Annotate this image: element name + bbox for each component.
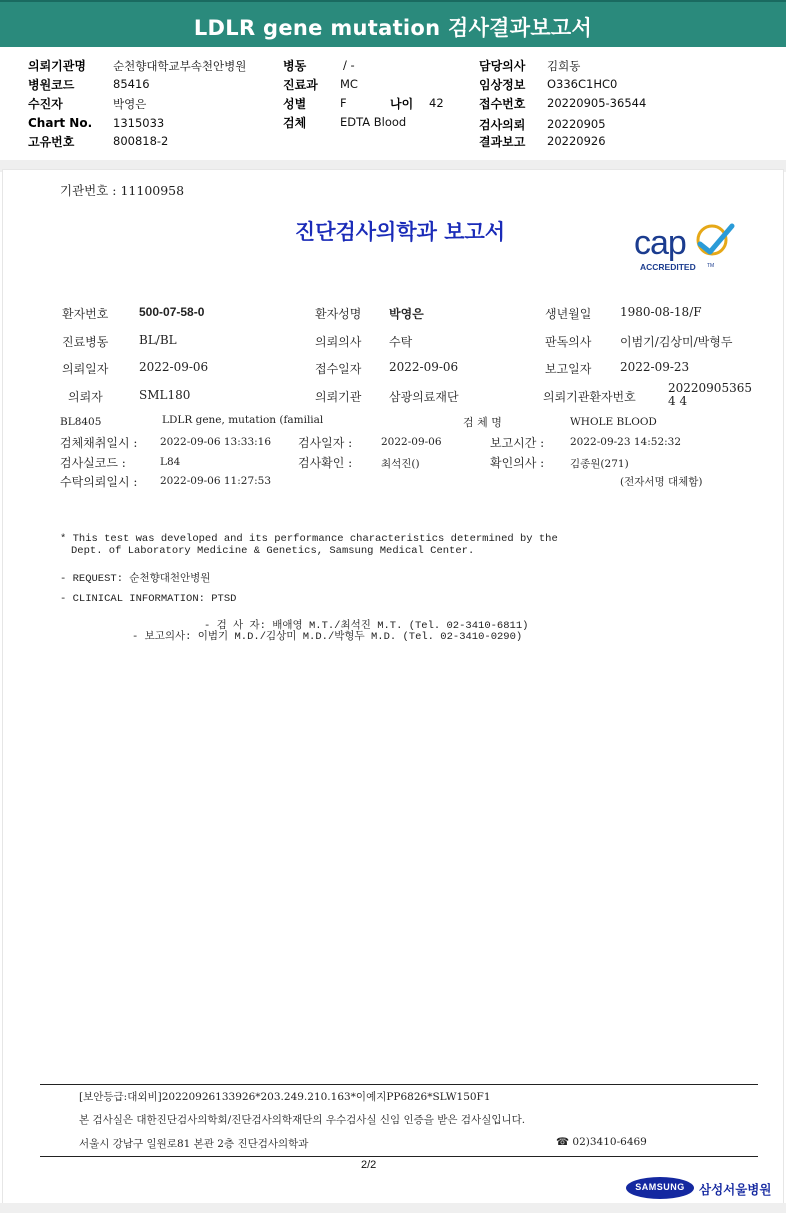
detail-value: 2022-09-06 11:27:53 xyxy=(160,475,272,487)
note-request: - REQUEST: 순천향대천안병원 xyxy=(60,573,211,585)
label-hospital: 의뢰기관명 xyxy=(28,59,86,73)
value-receipt: 20220905-36544 xyxy=(547,96,647,110)
test-code: BL8405 xyxy=(60,416,102,428)
bottom-strip xyxy=(0,1203,786,1213)
value-hospital: 순천향대학교부속천안병원 xyxy=(113,59,247,73)
info-label: 의뢰자 xyxy=(68,390,103,404)
info-value: 202209053654 4 xyxy=(668,381,752,408)
note-reporter: - 보고의사: 이범기 M.D./김상미 M.D./박형두 M.D. (Tel. 02-3410-0290) xyxy=(132,631,523,643)
detail-value: 2022-09-06 13:33:16 xyxy=(160,436,272,448)
page-number: 2/2 xyxy=(361,1159,377,1171)
info-value: 1980-08-18/F xyxy=(620,305,702,319)
label-age: 나이 xyxy=(390,97,414,111)
value-age: 42 xyxy=(429,96,444,110)
info-label: 의뢰의사 xyxy=(315,335,362,349)
label-doctor: 담당의사 xyxy=(479,59,526,73)
label-clinical: 임상정보 xyxy=(479,78,526,92)
security-line: [보안등급:대외비]20220926133926*203.249.210.163*이예지PP6826*SLW150F1 xyxy=(79,1091,491,1103)
footer-bottom-rule xyxy=(40,1156,758,1157)
certification-line: 본 검사실은 대한진단검사의학회/진단검사의학재단의 우수검사실 신임 인증을 받은 검사실입니다. xyxy=(79,1114,526,1126)
cap-tm: TM xyxy=(707,263,715,269)
info-label: 접수일자 xyxy=(315,362,362,376)
label-chart: Chart No. xyxy=(28,116,93,130)
test-name: LDLR gene, mutation (familial xyxy=(162,414,324,426)
note-line: Dept. of Laboratory Medicine & Genetics, Samsung Medical Center. xyxy=(71,545,475,557)
detail-value: 김종원(271) xyxy=(570,458,629,470)
info-label: 의뢰일자 xyxy=(62,362,109,376)
value-clinical: O336C1HC0 xyxy=(547,77,618,91)
note-line: * This test was developed and its performance characteristics determined by the xyxy=(60,533,558,545)
document-title: LDLR gene mutation 검사결과보고서 xyxy=(193,16,593,40)
value-patient: 박영은 xyxy=(113,97,147,111)
info-value: 2022-09-23 xyxy=(620,360,690,374)
detail-label: 보고시간 : xyxy=(490,436,545,450)
detail-value: 최석진() xyxy=(381,458,420,470)
value-sex: F xyxy=(340,96,347,110)
detail-value: 2022-09-23 14:52:32 xyxy=(570,436,682,448)
label-result: 결과보고 xyxy=(479,135,526,149)
label-request: 검사의뢰 xyxy=(479,118,526,132)
info-label: 진료병동 xyxy=(62,335,109,349)
info-label: 의뢰기관 xyxy=(315,390,362,404)
samsung-hospital-name: 삼성서울병원 xyxy=(699,1182,772,1197)
value-doctor: 김희동 xyxy=(547,59,581,73)
info-label: 환자번호 xyxy=(62,307,109,321)
value-specimen: EDTA Blood xyxy=(340,115,407,129)
info-value: 삼광의료재단 xyxy=(389,390,459,404)
report-paper xyxy=(3,170,783,1205)
report-title: 진단검사의학과 보고서 xyxy=(294,219,506,244)
note-clinical: - CLINICAL INFORMATION: PTSD xyxy=(60,593,237,605)
info-value: BL/BL xyxy=(139,333,177,347)
value-hosp-code: 85416 xyxy=(113,77,150,91)
value-request: 20220905 xyxy=(547,117,606,131)
info-value: 박영은 xyxy=(389,307,424,321)
phone-line: ☎ 02)3410-6469 xyxy=(556,1136,647,1148)
info-value: 2022-09-06 xyxy=(389,360,459,374)
value-ward: / - xyxy=(343,58,355,72)
specimen-value: WHOLE BLOOD xyxy=(570,416,657,428)
label-hosp-code: 병원코드 xyxy=(28,78,75,92)
cap-accredited-text: ACCREDITED xyxy=(640,262,696,272)
detail-value: L84 xyxy=(160,456,181,468)
title-bar xyxy=(0,0,786,47)
info-value: 이범기/김상미/박형두 xyxy=(620,335,733,349)
note-tester: - 검 사 자: 배애영 M.T./최석진 M.T. (Tel. 02-3410-6811) xyxy=(204,620,529,632)
footer-top-rule xyxy=(40,1084,758,1085)
cap-word: cap xyxy=(634,224,686,262)
samsung-hospital-logo xyxy=(625,1176,772,1200)
agency-number: 기관번호 : 11100958 xyxy=(60,183,185,198)
value-chart: 1315033 xyxy=(113,116,165,130)
detail-label: 검사확인 : xyxy=(298,456,353,470)
detail-label: 검체채취일시 : xyxy=(60,436,138,450)
detail-label: 검사일자 : xyxy=(298,436,353,450)
info-label: 의뢰기관환자번호 xyxy=(543,390,636,404)
detail-label: 확인의사 : xyxy=(490,456,545,470)
detail-label: 수탁의뢰일시 : xyxy=(60,475,138,489)
info-label: 환자성명 xyxy=(315,307,362,321)
value-unique: 800818-2 xyxy=(113,134,169,148)
samsung-wordmark: SAMSUNG xyxy=(635,1182,685,1192)
label-unique: 고유번호 xyxy=(28,135,75,149)
label-receipt: 접수번호 xyxy=(479,97,526,111)
label-patient: 수진자 xyxy=(28,97,63,111)
specimen-label: 검 체 명 xyxy=(463,416,502,429)
label-dept: 진료과 xyxy=(283,78,318,92)
label-specimen: 검체 xyxy=(283,116,307,130)
detail-value: 2022-09-06 xyxy=(381,436,442,448)
cap-accredited-logo xyxy=(630,218,740,276)
info-label: 보고일자 xyxy=(545,362,592,376)
info-label: 판독의사 xyxy=(545,335,592,349)
label-sex: 성별 xyxy=(283,97,307,111)
value-dept: MC xyxy=(340,77,358,91)
address-line: 서울시 강남구 일원로81 본관 2층 진단검사의학과 xyxy=(79,1138,309,1150)
info-value: 2022-09-06 xyxy=(139,360,209,374)
info-value: SML180 xyxy=(139,388,191,402)
esign-note: (전자서명 대체함) xyxy=(620,476,703,488)
label-ward: 병동 xyxy=(283,59,307,73)
info-label: 생년월일 xyxy=(545,307,592,321)
detail-label: 검사실코드 : xyxy=(60,456,126,470)
info-value: 수탁 xyxy=(389,335,413,349)
value-result: 20220926 xyxy=(547,134,606,148)
info-value: 500-07-58-0 xyxy=(139,305,205,319)
